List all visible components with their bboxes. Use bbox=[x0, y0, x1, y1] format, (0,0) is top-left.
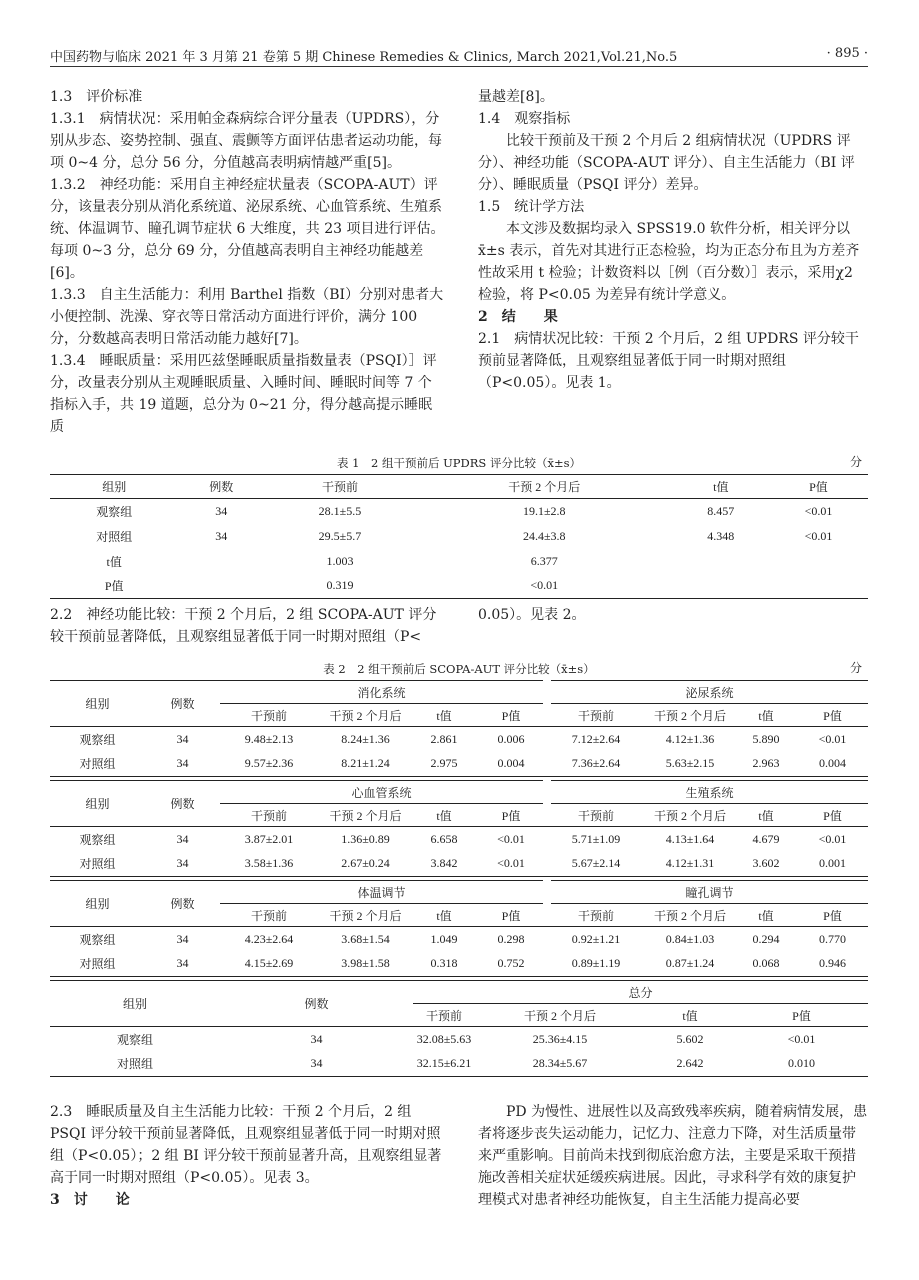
table1-cell bbox=[673, 574, 769, 599]
table2-cell: 32.08±5.63 bbox=[416, 1031, 472, 1046]
table2-cell: 0.84±1.03 bbox=[665, 931, 715, 946]
running-header bbox=[50, 44, 868, 67]
table1-cell: 4.348 bbox=[707, 528, 735, 543]
table2-column-header: t值 bbox=[436, 808, 452, 823]
paragraph: 1.3 评价标准 bbox=[50, 89, 143, 105]
table2-count-header: 例数 bbox=[170, 697, 195, 711]
table2-cell: 34 bbox=[310, 1056, 323, 1071]
table2-cell: 2.67±0.24 bbox=[341, 856, 390, 871]
table2-cell: 观察组 bbox=[79, 732, 116, 747]
table2-column-header: 干预 2 个月后 bbox=[329, 708, 402, 723]
table2-column-header: t值 bbox=[436, 708, 452, 723]
table2-cell: <0.01 bbox=[787, 1031, 816, 1046]
table2-subtable-header: 瞳孔调节 bbox=[547, 881, 868, 904]
left-column bbox=[50, 86, 445, 438]
table1-cell: 34 bbox=[215, 528, 228, 543]
table2-cell: 对照组 bbox=[79, 857, 116, 872]
table2-cell: 5.63±2.15 bbox=[665, 756, 715, 771]
table2-column-header: 干预 2 个月后 bbox=[329, 908, 402, 923]
paragraph: 1.3.4 睡眠质量：采用匹兹堡睡眠质量指数量表（PSQI）］评分，改量表分别从主观睡眠质量、入睡时间、睡眠时间等 7 个指标入手，共 19 道题，总分为 0~21 分，得分越高提示睡眠质 bbox=[50, 353, 437, 435]
table2-cell: 0.946 bbox=[819, 956, 846, 971]
table1-cell: t值 bbox=[106, 554, 122, 569]
table2-cell: 9.48±2.13 bbox=[244, 731, 294, 746]
table2-cell: 0.92±1.21 bbox=[571, 931, 621, 946]
table2-column-header: 干预 2 个月后 bbox=[653, 708, 726, 723]
table2-cell: 0.004 bbox=[819, 756, 846, 771]
table2-cell: 0.87±1.24 bbox=[665, 956, 715, 971]
table2-column-header: 干预前 bbox=[250, 708, 287, 723]
table2-cell: 5.890 bbox=[752, 731, 780, 746]
table1-header: 组别 bbox=[102, 480, 127, 494]
page-number: · 895 · bbox=[826, 46, 868, 61]
table2-column-header: t值 bbox=[682, 1008, 698, 1023]
table2-cell: 4.23±2.64 bbox=[244, 931, 294, 946]
table1-cell bbox=[769, 574, 868, 599]
table1-cell: 28.1±5.5 bbox=[318, 503, 362, 518]
table2-cell: 8.21±1.24 bbox=[341, 756, 390, 771]
table2-cell: <0.01 bbox=[818, 831, 847, 846]
table1-header: 干预前 bbox=[321, 480, 358, 494]
table2-subtable-header: 生殖系统 bbox=[547, 781, 868, 804]
table2-cell: 4.12±1.31 bbox=[665, 856, 715, 871]
table2-cell: <0.01 bbox=[497, 831, 525, 846]
table2-cell: 2.975 bbox=[430, 756, 458, 771]
table2-cell: 5.67±2.14 bbox=[571, 856, 621, 871]
table2-column-header: 干预前 bbox=[250, 808, 287, 823]
table1-header: 例数 bbox=[209, 480, 234, 494]
table1-cell bbox=[673, 549, 769, 574]
table2-cell: 25.36±4.15 bbox=[532, 1031, 588, 1046]
table2-column-header: 干预 2 个月后 bbox=[329, 808, 402, 823]
table2-column-header: 干预前 bbox=[577, 808, 614, 823]
table2-cell: 7.12±2.64 bbox=[571, 731, 621, 746]
table1-cell: 34 bbox=[215, 503, 228, 518]
table2-cell: 6.658 bbox=[430, 831, 458, 846]
section-heading: 2 结 果 bbox=[478, 309, 558, 325]
table2-cell: 3.87±2.01 bbox=[244, 831, 294, 846]
table1-cell: 对照组 bbox=[96, 529, 133, 544]
table2-cell: 观察组 bbox=[116, 1032, 153, 1047]
table2-column-header: 干预 2 个月后 bbox=[653, 908, 726, 923]
paragraph: 比较干预前及干预 2 个月后 2 组病情状况（UPDRS 评分）、神经功能（SCOPA-AUT 评分）、自主生活能力（BI 评分）、睡眠质量（PSQI 评分）差异。 bbox=[478, 133, 855, 193]
table1-cell: 8.457 bbox=[707, 503, 735, 518]
table2-column-header: 干预前 bbox=[577, 708, 614, 723]
table2-column-header: 干预 2 个月后 bbox=[523, 1008, 596, 1023]
table2-subtable-header: 总分 bbox=[413, 981, 868, 1004]
table2-cell: 34 bbox=[176, 831, 189, 846]
section-heading: 3 讨 论 bbox=[50, 1192, 130, 1208]
table2-cell: 0.298 bbox=[497, 931, 525, 946]
table2-cell: 28.34±5.67 bbox=[532, 1056, 588, 1071]
table2-cell: 5.602 bbox=[676, 1031, 704, 1046]
table2-cell: 4.12±1.36 bbox=[665, 731, 715, 746]
paragraph: 量越差[8]。 bbox=[478, 89, 554, 105]
table2-count-header: 例数 bbox=[170, 897, 195, 911]
right-column bbox=[478, 86, 868, 394]
table2-cell: 8.24±1.36 bbox=[341, 731, 390, 746]
table2-column-header: P值 bbox=[501, 708, 521, 723]
table1-cell bbox=[178, 574, 264, 599]
table2-subtable-header: 消化系统 bbox=[220, 681, 547, 704]
table1-header: t值 bbox=[713, 480, 729, 494]
table2-column-header: P值 bbox=[823, 708, 842, 723]
table2-column-header: 干预前 bbox=[577, 908, 614, 923]
table1-cell: P值 bbox=[104, 579, 124, 594]
table2-caption: 表 2 2 组干预前后 SCOPA-AUT 评分比较（x̄±s） bbox=[323, 662, 595, 676]
table2-column-header: 干预 2 个月后 bbox=[653, 808, 726, 823]
paragraph: 2.1 病情状况比较：干预 2 个月后，2 组 UPDRS 评分较干预前显著降低，且观察组显著低于同一时期对照组（P<0.05）。见表 1。 bbox=[478, 331, 859, 391]
table2-group-header: 组别 bbox=[85, 797, 110, 811]
table1-cell: 观察组 bbox=[96, 504, 133, 519]
table2-cell: 34 bbox=[176, 931, 189, 946]
table1-cell: 0.319 bbox=[326, 578, 354, 593]
paragraph: 1.5 统计学方法 bbox=[478, 199, 585, 215]
table2-cell: 3.98±1.58 bbox=[341, 956, 390, 971]
table1-cell: 6.377 bbox=[530, 553, 558, 568]
table2-cell: 对照组 bbox=[79, 757, 116, 772]
table2-column-header: 干预前 bbox=[250, 908, 287, 923]
journal-header: 中国药物与临床 2021 年 3 月第 21 卷第 5 期 Chinese Remedies & Clinics, March 2021,Vol.21,No.5 bbox=[50, 50, 678, 65]
table1-caption: 表 1 2 组干预前后 UPDRS 评分比较（x̄±s） bbox=[337, 456, 581, 470]
table2-cell: 9.57±2.36 bbox=[244, 756, 294, 771]
table2-cell: 4.13±1.64 bbox=[665, 831, 715, 846]
table2-cell: 5.71±1.09 bbox=[571, 831, 621, 846]
table2-column-header: t值 bbox=[758, 708, 774, 723]
table2-cell: 2.642 bbox=[676, 1056, 704, 1071]
section-2-2 bbox=[50, 604, 445, 648]
table2-group-header: 组别 bbox=[85, 897, 110, 911]
table2-column-header: t值 bbox=[436, 908, 452, 923]
table2-cell: 34 bbox=[176, 731, 189, 746]
table2-column-header: 干预前 bbox=[425, 1008, 462, 1023]
table2-column-header: t值 bbox=[758, 908, 774, 923]
table2 bbox=[50, 680, 868, 1077]
paragraph: 0.05）。见表 2。 bbox=[478, 607, 586, 623]
table1-cell: 1.003 bbox=[326, 553, 354, 568]
section-2-2-cont bbox=[478, 604, 868, 626]
table2-cell: 0.010 bbox=[788, 1056, 815, 1071]
table2-subtable-header: 心血管系统 bbox=[220, 781, 547, 804]
table2-cell: 对照组 bbox=[116, 1057, 153, 1072]
table1-cell bbox=[769, 549, 868, 574]
table2-cell: 2.963 bbox=[752, 756, 780, 771]
table2-cell: 32.15±6.21 bbox=[416, 1056, 472, 1071]
table1-cell bbox=[178, 549, 264, 574]
table2-cell: 1.36±0.89 bbox=[341, 831, 390, 846]
table1 bbox=[50, 474, 868, 599]
table2-column-header: P值 bbox=[823, 808, 842, 823]
table2-column-header: P值 bbox=[823, 908, 842, 923]
table2-cell: 3.602 bbox=[752, 856, 780, 871]
table2-cell: 0.318 bbox=[430, 956, 458, 971]
table2-column-header: P值 bbox=[792, 1008, 811, 1023]
table2-cell: 34 bbox=[310, 1031, 323, 1046]
table2-cell: 观察组 bbox=[79, 832, 116, 847]
table2-cell: 3.68±1.54 bbox=[341, 931, 390, 946]
table2-cell: 34 bbox=[176, 956, 189, 971]
table1-header: 干预 2 个月后 bbox=[508, 480, 581, 494]
table2-cell: <0.01 bbox=[497, 856, 525, 871]
paragraph: 2.3 睡眠质量及自主生活能力比较：干预 2 个月后，2 组 PSQI 评分较干预前显著降低，且观察组显著低于同一时期对照组（P<0.05）；2 组 BI 评分较干预前显著升高，且观察组显著高于同一时期对照组（P<0.05）。见表 3。 bbox=[50, 1104, 442, 1186]
table2-subtable-header: 体温调节 bbox=[220, 881, 547, 904]
table2-cell: 0.001 bbox=[819, 856, 846, 871]
table1-cell: 24.4±3.8 bbox=[522, 528, 566, 543]
table2-column-header: t值 bbox=[758, 808, 774, 823]
table2-cell: 0.89±1.19 bbox=[571, 956, 621, 971]
table2-cell: 34 bbox=[176, 756, 189, 771]
table1-cell: <0.01 bbox=[530, 578, 559, 593]
table2-unit: 分 bbox=[850, 661, 863, 675]
table2-cell: 0.068 bbox=[752, 956, 780, 971]
table2-cell: 4.679 bbox=[752, 831, 780, 846]
table2-column-header: P值 bbox=[501, 908, 521, 923]
table2-cell: 0.294 bbox=[752, 931, 780, 946]
bottom-right-column bbox=[478, 1101, 868, 1211]
table2-cell: 对照组 bbox=[79, 957, 116, 972]
table2-cell: 0.006 bbox=[497, 731, 525, 746]
table2-cell: 0.770 bbox=[819, 931, 846, 946]
paragraph: 1.3.3 自主生活能力：利用 Barthel 指数（BI）分别对患者大小便控制、洗澡、穿衣等日常活动方面进行评价，满分 100 分，分数越高表明日常活动能力越好[7]。 bbox=[50, 287, 444, 347]
table2-cell: 0.752 bbox=[497, 956, 525, 971]
table1-cell: 29.5±5.7 bbox=[318, 528, 362, 543]
paragraph: 1.3.2 神经功能：采用自主神经症状量表（SCOPA-AUT）评分，该量表分别从消化系统道、泌尿系统、心血管系统、生殖系统、体温调节、瞳孔调节症状 6 大维度，共 23 项目进行评估。每项 0~3 分，总分 69 分，分值越高表明自主神经功能越差[6]。 bbox=[50, 177, 445, 281]
table2-count-header: 例数 bbox=[304, 997, 329, 1011]
table2-cell: 34 bbox=[176, 856, 189, 871]
paragraph: 2.2 神经功能比较：干预 2 个月后，2 组 SCOPA-AUT 评分较干预前显著降低，且观察组显著低于同一时期对照组（P< bbox=[50, 607, 437, 645]
table2-cell: 7.36±2.64 bbox=[571, 756, 621, 771]
table2-cell: 0.004 bbox=[497, 756, 525, 771]
paragraph: 本文涉及数据均录入 SPSS19.0 软件分析，相关评分以 x̄±s 表示，首先对其进行正态检验，均为正态分布且为方差齐性故采用 t 检验；计数资料以［例（百分数）］表示，采用χ2 检验，将 P<0.05 为差异有统计学意义。 bbox=[478, 221, 860, 303]
table2-group-header: 组别 bbox=[122, 997, 147, 1011]
table2-subtable-header: 泌尿系统 bbox=[547, 681, 868, 704]
paragraph: 1.3.1 病情状况：采用帕金森病综合评分量表（UPDRS），分别从步态、姿势控制、强直、震颤等方面评估患者运动功能，每项 0~4 分，总分 56 分，分值越高表明病情越严重[5]。 bbox=[50, 111, 442, 171]
table2-cell: 3.842 bbox=[430, 856, 458, 871]
bottom-left-column bbox=[50, 1101, 445, 1211]
table2-cell: 3.58±1.36 bbox=[244, 856, 294, 871]
table2-cell: 观察组 bbox=[79, 932, 116, 947]
table2-column-header: P值 bbox=[501, 808, 521, 823]
paragraph: 1.4 观察指标 bbox=[478, 111, 571, 127]
table1-unit: 分 bbox=[850, 455, 863, 469]
table1-cell: 19.1±2.8 bbox=[522, 503, 566, 518]
table2-count-header: 例数 bbox=[170, 797, 195, 811]
table2-cell: 2.861 bbox=[430, 731, 458, 746]
table2-cell: 4.15±2.69 bbox=[244, 956, 294, 971]
table2-cell: 1.049 bbox=[430, 931, 458, 946]
table1-cell: <0.01 bbox=[804, 503, 833, 518]
table2-group-header: 组别 bbox=[85, 697, 110, 711]
paragraph: PD 为慢性、进展性以及高致残率疾病，随着病情发展，患者将逐步丧失运动能力，记忆力、注意力下降，对生活质量带来严重影响。目前尚未找到彻底治愈方法，主要是采取干预措施改善相关症状延缓疾病进展。因此，寻求科学有效的康复护理模式对患者神经功能恢复，自主生活能力提高必要 bbox=[478, 1104, 868, 1208]
table2-cell: <0.01 bbox=[818, 731, 847, 746]
table1-header: P值 bbox=[809, 480, 828, 494]
table1-cell: <0.01 bbox=[804, 528, 833, 543]
